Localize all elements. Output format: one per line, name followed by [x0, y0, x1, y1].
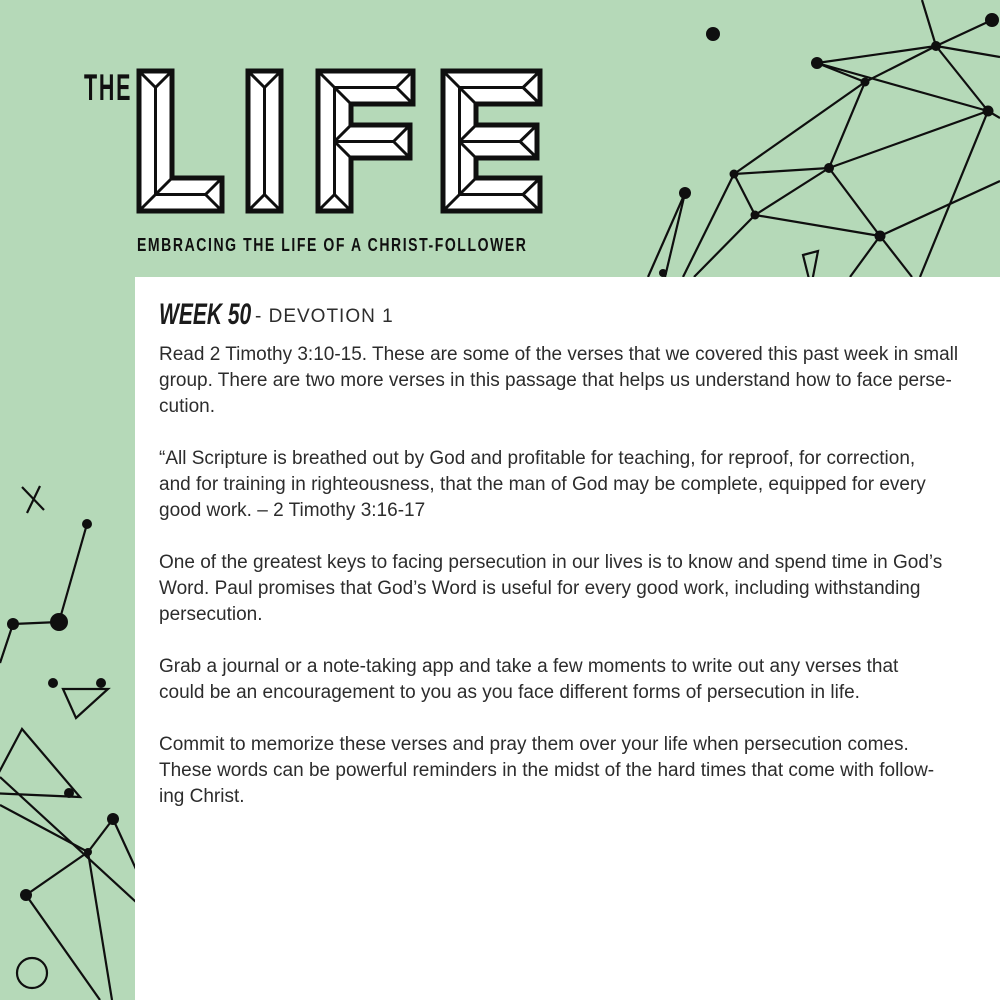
logo-life-wordmark	[139, 71, 540, 211]
constellation-left	[0, 486, 141, 1000]
devotion-paragraph	[159, 654, 1000, 706]
devotion-line: cution.	[159, 396, 215, 417]
devotion-line: Commit to memorize these verses and pray them over your life when persecution comes.	[159, 734, 909, 755]
devotion-line: Word. Paul promises that God’s Word is useful for every good work, including withstanding	[159, 578, 921, 599]
devotion-paragraph	[159, 732, 1000, 810]
devotion-line: could be an encouragement to you as you face different forms of persecution in life.	[159, 682, 860, 703]
devotion-label: - DEVOTION 1	[255, 306, 394, 327]
devotion-line: and for training in righteousness, that the man of God may be complete, equipped for every	[159, 474, 926, 495]
devotion-line: Grab a journal or a note-taking app and take a few moments to write out any verses that	[159, 656, 899, 677]
circle-outline-decoration	[17, 958, 47, 988]
devotion-line: These words can be powerful reminders in the midst of the hard times that come with follow-	[159, 760, 935, 781]
content-panel	[135, 277, 1000, 1000]
devotion-line: group. There are two more verses in this passage that helps us understand how to face perse-	[159, 370, 952, 391]
devotion-paragraphs	[159, 342, 1000, 810]
devotion-line: good work. – 2 Timothy 3:16-17	[159, 500, 426, 521]
devotion-line: ing Christ.	[159, 786, 245, 807]
devotion-line: One of the greatest keys to facing persecution in our lives is to know and spend time in God’s	[159, 552, 943, 573]
constellation-top-right	[648, 0, 1000, 287]
devotion-paragraph	[159, 446, 1000, 524]
constellation-top-right-dots	[659, 13, 999, 277]
devotion-heading	[159, 300, 1000, 330]
x-mark	[27, 486, 40, 513]
logo-tagline: EMBRACING THE LIFE OF A CHRIST-FOLLOWER	[137, 235, 528, 255]
logo-the: THE	[84, 67, 133, 108]
devotion-paragraph	[159, 550, 1000, 628]
devotion-line: “All Scripture is breathed out by God and profitable for teaching, for reproof, for correction,	[159, 448, 916, 469]
devotion-paragraph	[159, 342, 1000, 420]
devotion-line: Read 2 Timothy 3:10-15. These are some of the verses that we covered this past week in small	[159, 344, 959, 365]
week-label: WEEK 50	[159, 298, 252, 331]
devotion-line: persecution.	[159, 604, 263, 625]
constellation-left-dots	[7, 519, 119, 901]
small-triangle-decoration	[63, 689, 108, 718]
